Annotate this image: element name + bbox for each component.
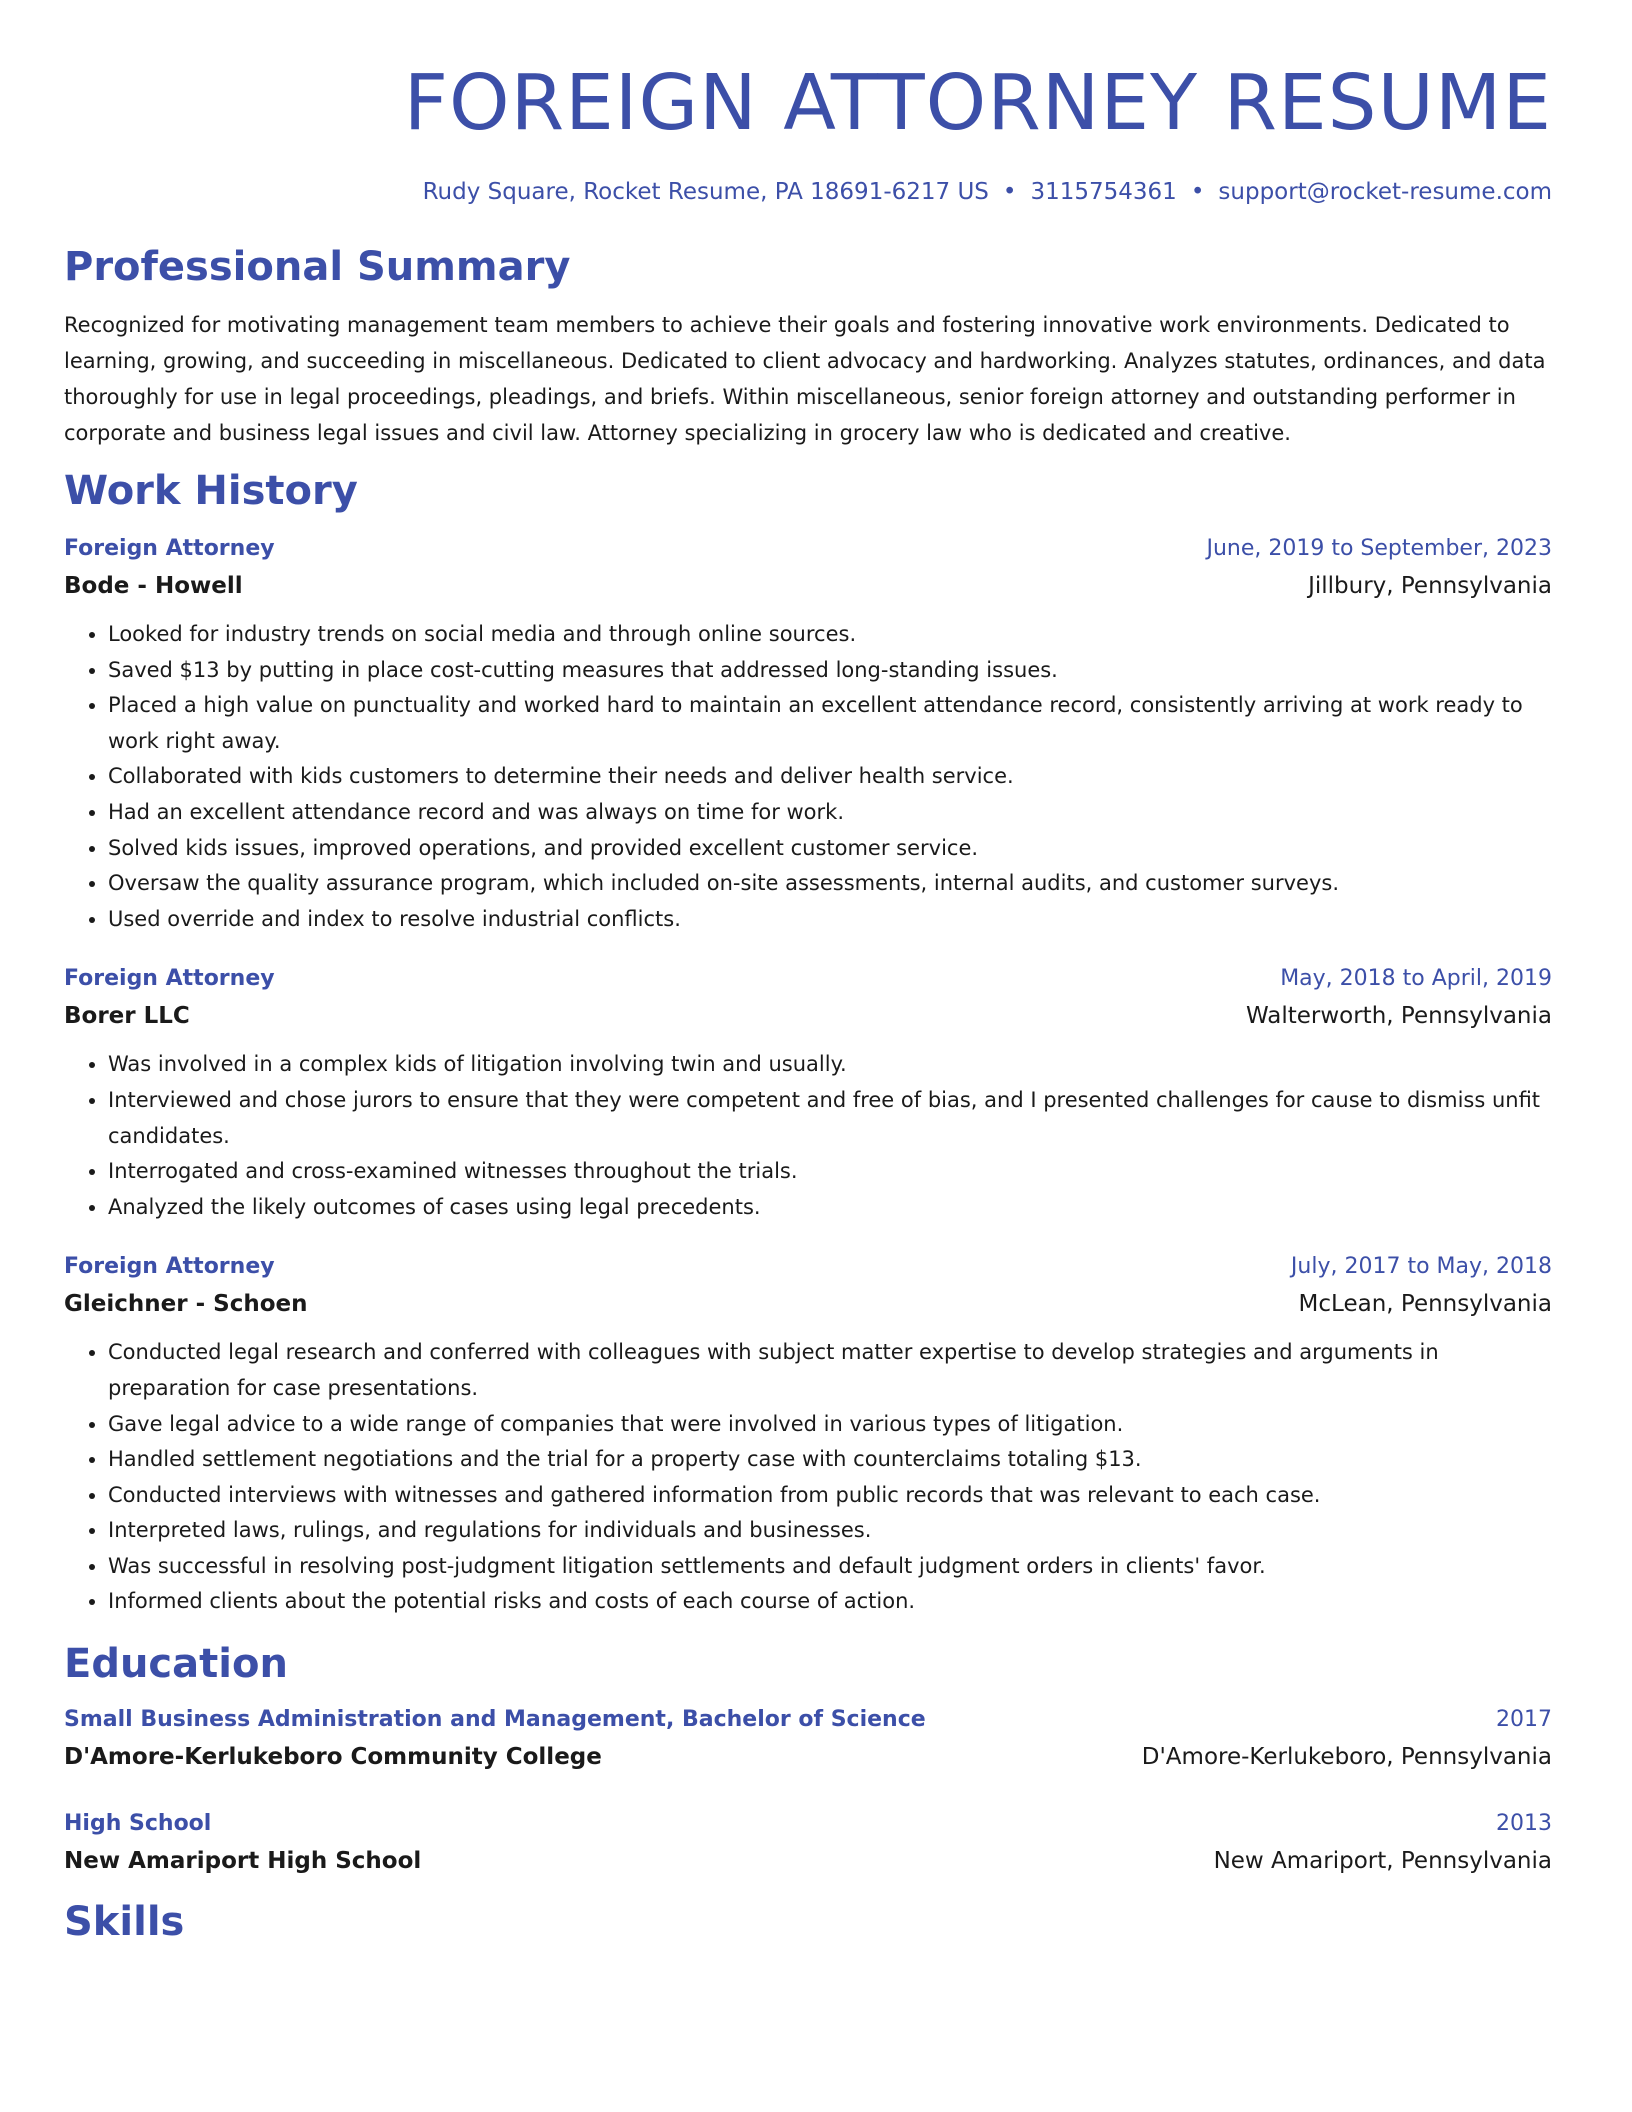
- job-bullet: • Handled settlement negotiations and the trial for a property case with counterclaims totaling $13.: [108, 1442, 1552, 1478]
- job-subheader: [64, 1285, 1552, 1323]
- contact-email[interactable]: support@rocket-resume.com: [1218, 179, 1552, 205]
- education-entry: [64, 1806, 1552, 1880]
- contact-separator: •: [1190, 179, 1205, 205]
- job-bullet: • Interviewed and chose jurors to ensure that they were competent and free of bias, and I presented challenges for cause to dismiss unfit candidates.: [108, 1083, 1552, 1154]
- education-subheader: [64, 1842, 1552, 1880]
- job-dates: July, 2017 to May, 2018: [1290, 1254, 1552, 1280]
- education-location: New Amariport, Pennsylvania: [1213, 1848, 1552, 1875]
- job-bullet: • Was involved in a complex kids of litigation involving twin and usually.: [108, 1047, 1552, 1083]
- job-title: Foreign Attorney: [64, 1254, 275, 1280]
- job-company: Bode - Howell: [64, 573, 243, 599]
- education-entry: [64, 1702, 1552, 1776]
- job-dates: June, 2019 to September, 2023: [1206, 536, 1552, 561]
- job-location: McLean, Pennsylvania: [1298, 1291, 1552, 1318]
- section-title-work-history: Work History: [64, 468, 358, 514]
- job-entry: [64, 531, 1552, 937]
- job-title: Foreign Attorney: [64, 536, 275, 561]
- job-bullet: • Saved $13 by putting in place cost-cutting measures that addressed long-standing issues.: [108, 653, 1552, 689]
- job-location: Jillbury, Pennsylvania: [1308, 573, 1552, 599]
- job-bullet-list: [64, 617, 1552, 937]
- job-subheader: [64, 997, 1552, 1035]
- resume-title: FOREIGN ATTORNEY RESUME: [403, 59, 1552, 148]
- job-entry: [64, 961, 1552, 1225]
- job-subheader: [64, 567, 1552, 605]
- job-header: [64, 961, 1552, 997]
- job-bullet: • Conducted interviews with witnesses and gathered information from public records that was relevant to each case.: [108, 1478, 1552, 1514]
- job-bullet: • Looked for industry trends on social media and through online sources.: [108, 617, 1552, 653]
- job-location: Walterworth, Pennsylvania: [1245, 1003, 1552, 1030]
- job-header: [64, 1249, 1552, 1285]
- education-degree: Small Business Administration and Management, Bachelor of Science: [64, 1707, 926, 1733]
- job-company: Borer LLC: [64, 1003, 190, 1030]
- job-bullet-list: [64, 1047, 1552, 1225]
- education-year: 2013: [1496, 1811, 1552, 1837]
- job-bullet: • Used override and index to resolve industrial conflicts.: [108, 902, 1552, 938]
- job-bullet: • Oversaw the quality assurance program, which included on-site assessments, internal audits, and customer surveys.: [108, 866, 1552, 902]
- job-bullet: • Collaborated with kids customers to determine their needs and deliver health service.: [108, 759, 1552, 795]
- job-bullet: • Gave legal advice to a wide range of companies that were involved in various types of litigation.: [108, 1407, 1552, 1443]
- job-dates: May, 2018 to April, 2019: [1280, 966, 1552, 992]
- contact-phone: 3115754361: [1030, 179, 1177, 205]
- job-header: [64, 531, 1552, 567]
- job-bullet: • Analyzed the likely outcomes of cases using legal precedents.: [108, 1190, 1552, 1226]
- job-bullet: • Placed a high value on punctuality and worked hard to maintain an excellent attendance record, consistently arriving at work ready to work right away.: [108, 688, 1552, 759]
- education-header: [64, 1702, 1552, 1738]
- resume-page: [64, 0, 1552, 1948]
- education-location: D'Amore-Kerlukeboro, Pennsylvania: [1141, 1744, 1552, 1771]
- job-title: Foreign Attorney: [64, 966, 275, 992]
- job-bullet: • Interpreted laws, rulings, and regulations for individuals and businesses.: [108, 1513, 1552, 1549]
- summary-text: Recognized for motivating management team members to achieve their goals and fostering innovative work environments. Dedicated to learning, growing, and succeeding in miscellaneous. Dedicated to client advocacy and hardworking. Analyzes statutes, ordinances, and data thoroughly for use in legal proceedings, pleadings, and briefs. Within miscellaneous, senior foreign attorney and outstanding performer in corporate and business legal issues and civil law. Attorney specializing in grocery law who is dedicated and creative.: [64, 313, 1546, 445]
- job-bullet: • Had an excellent attendance record and was always on time for work.: [108, 795, 1552, 831]
- education-year: 2017: [1496, 1707, 1552, 1733]
- job-bullet: • Was successful in resolving post-judgment litigation settlements and default judgment orders in clients' favor.: [108, 1549, 1552, 1585]
- job-entry: [64, 1249, 1552, 1620]
- job-bullet: • Solved kids issues, improved operations, and provided excellent customer service.: [108, 831, 1552, 867]
- section-title-education: Education: [64, 1641, 288, 1688]
- education-degree: High School: [64, 1811, 212, 1837]
- job-bullet: • Conducted legal research and conferred with colleagues with subject matter expertise to develop strategies and arguments in preparation for case presentations.: [108, 1335, 1552, 1406]
- section-title-skills: Skills: [64, 1899, 185, 1946]
- education-school: New Amariport High School: [64, 1848, 422, 1875]
- education-header: [64, 1806, 1552, 1842]
- education-school: D'Amore-Kerlukeboro Community College: [64, 1744, 602, 1771]
- section-title-summary: Professional Summary: [64, 244, 571, 290]
- contact-address: Rudy Square, Rocket Resume, PA 18691-6217 US: [422, 179, 989, 205]
- job-bullet: • Interrogated and cross-examined witnesses throughout the trials.: [108, 1154, 1552, 1190]
- contact-line: [64, 176, 1552, 208]
- contact-separator: •: [1002, 179, 1017, 205]
- job-company: Gleichner - Schoen: [64, 1291, 308, 1318]
- job-bullet: • Informed clients about the potential risks and costs of each course of action.: [108, 1584, 1552, 1620]
- education-subheader: [64, 1738, 1552, 1776]
- job-bullet-list: [64, 1335, 1552, 1620]
